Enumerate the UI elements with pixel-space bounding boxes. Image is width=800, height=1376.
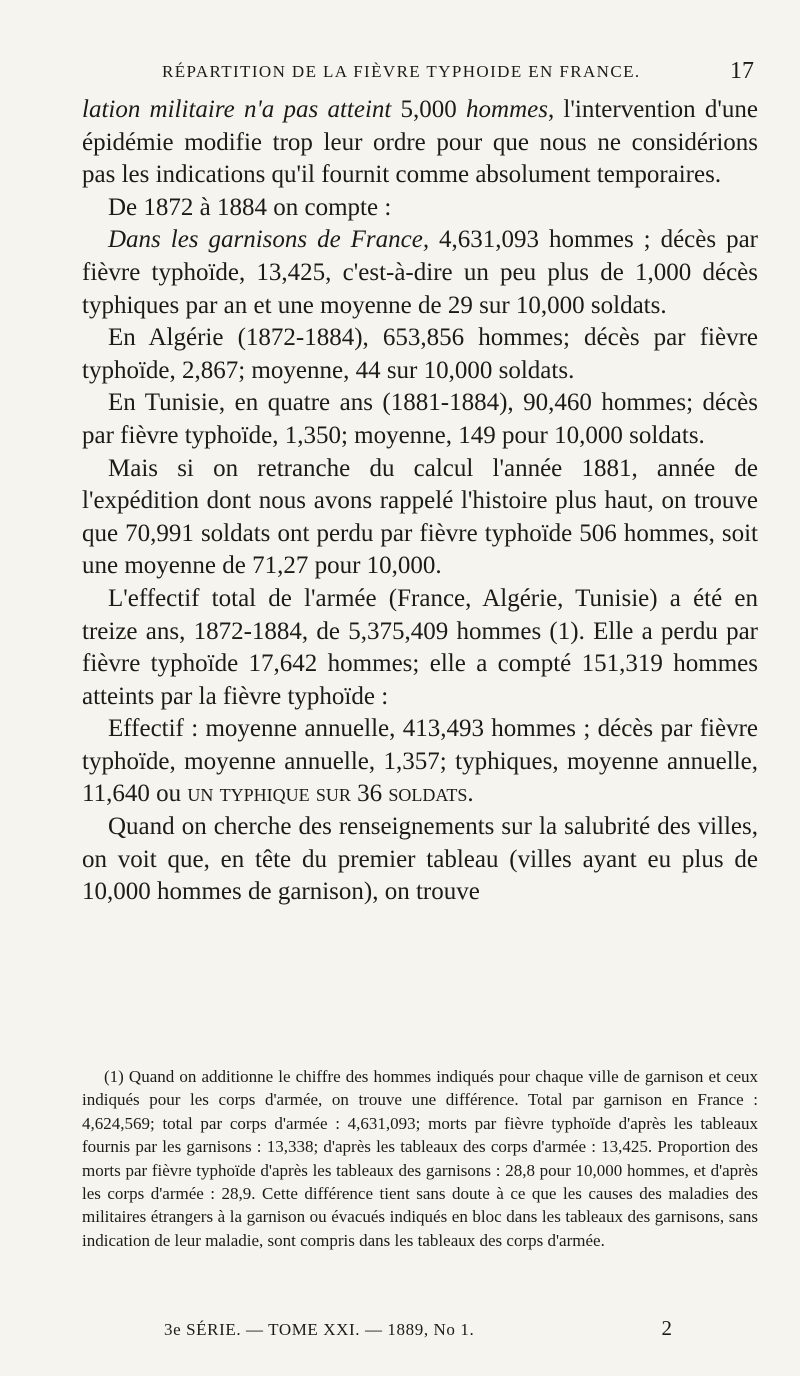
footnote-text: (1) Quand on additionne le chiffre des hommes indiqués pour chaque ville de garnison et ceux indiqués pour les corps d'armée, on trouve une différence. Total par garnison en France : 4,624,569; total par corps d'armée : 4,631,093; morts par fièvre typhoïde d'après les tableaux fournis par les garnisons : 13,338; d'après les tableaux des corps d'armée : 13,425. Proportion des morts par fièvre typhoïde d'après les tableaux des garnisons : 28,8 pour 10,000 hommes, et d'après les corps d'armée : 28,9. Cette différence tient sans doute à ce que les causes des maladies des militaires étrangers à la garnison ou évacués indiqués en bloc dans les tableaux des garnisons, sans indication de leur maladie, sont compris dans les tableaux des corps d'armée. — [82, 1067, 758, 1250]
paragraph-continuation — [82, 94, 758, 192]
footnote — [82, 1065, 758, 1252]
footer — [82, 1316, 758, 1346]
italic-text: Dans les garnisons de France, — [108, 226, 430, 254]
series-info: 3e SÉRIE. — TOME XXI. — 1889, No 1. — [164, 1320, 475, 1339]
text-run: 4,631,093 hommes ; décès par fièvre typhoïde, 13,425, c'est-à-dire un peu plus de 1,000 décès typhiques par an et une moyenne de 29 sur 10,000 soldats. — [82, 226, 758, 319]
page-number: 17 — [730, 58, 754, 84]
text-run: , l'intervention d'une épidémie modifie trop leur ordre pour que nous ne considérions pas les indications qu'il fournit comme absolument temporaires. — [82, 96, 758, 189]
text-run: Effectif : moyenne annuelle, 413,493 hommes ; décès par fièvre typhoïde, moyenne annuelle, 1,357; typhiques, moyenne annuelle, 11,640 ou — [82, 715, 758, 808]
text-run: 5,000 — [391, 96, 467, 123]
paragraph-algerie: En Algérie (1872-1884), 653,856 hommes; décès par fièvre typhoïde, 2,867; moyenne, 44 sur 10,000 soldats. — [82, 324, 758, 384]
paragraph-france — [82, 224, 758, 322]
running-head — [82, 60, 758, 90]
paragraph: Mais si on retranche du calcul l'année 1881, année de l'expédition dont nous avons rappelé l'histoire plus haut, on trouve que 70,991 soldats ont perdu par fièvre typhoïde 506 hommes, soit une moyenne de 71,27 pour 10,000. — [82, 454, 758, 580]
italic-text: hommes — [466, 96, 548, 123]
body-text — [82, 94, 758, 909]
paragraph: De 1872 à 1884 on compte : — [108, 193, 392, 221]
running-title: RÉPARTITION DE LA FIÈVRE TYPHOIDE EN FRANCE. — [162, 62, 641, 81]
paragraph-effectif — [82, 713, 758, 811]
small-caps-text: un typhique sur 36 soldats. — [187, 780, 474, 808]
paragraph-effectif-total: L'effectif total de l'armée (France, Algérie, Tunisie) a été en treize ans, 1872-1884, de 5,375,409 hommes (1). Elle a perdu par fièvre typhoïde 17,642 hommes; elle a compté 151,319 hommes atteints par la fièvre typhoïde : — [82, 584, 758, 710]
paragraph: Quand on cherche des renseignements sur la salubrité des villes, on voit que, en tête du premier tableau (villes ayant eu plus de 10,000 hommes de garnison), on trouve — [82, 813, 758, 906]
signature-mark: 2 — [661, 1316, 672, 1340]
paragraph-tunisie: En Tunisie, en quatre ans (1881-1884), 90,460 hommes; décès par fièvre typhoïde, 1,350; moyenne, 149 pour 10,000 soldats. — [82, 389, 758, 449]
italic-text: lation militaire n'a pas atteint — [82, 96, 392, 123]
